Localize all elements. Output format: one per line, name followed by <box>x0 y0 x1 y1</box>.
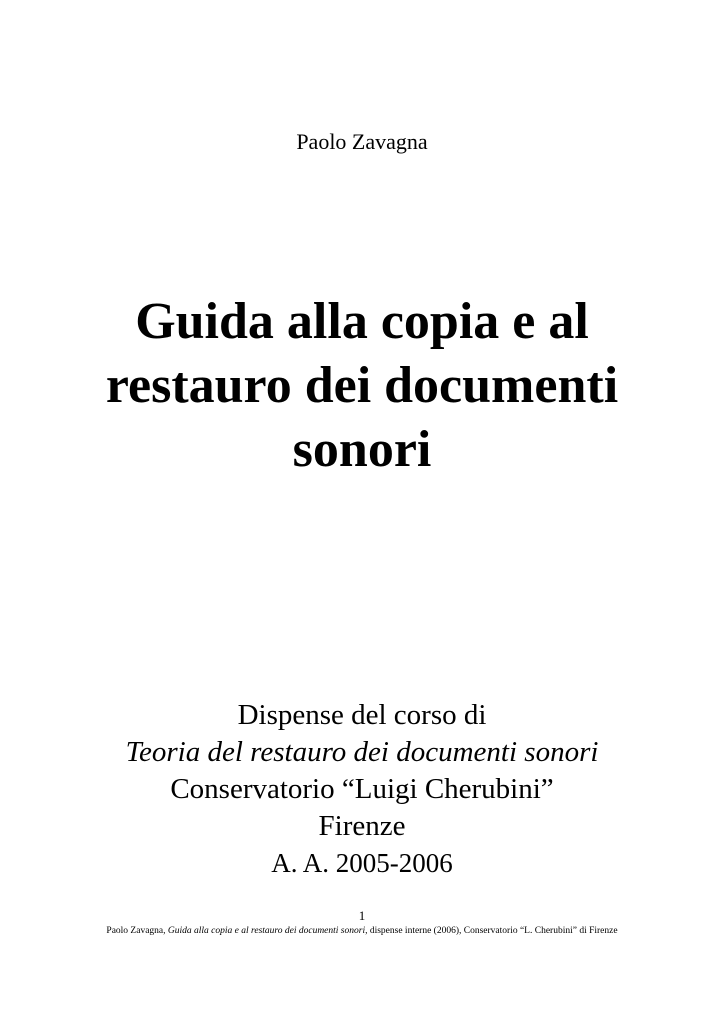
footer-details: , dispense interne (2006), Conservatorio “L. Cherubini” di Firenze <box>365 926 618 936</box>
course-name: Teoria del restauro dei documenti sonori <box>125 736 599 768</box>
title-line: sonori <box>292 421 432 478</box>
page-number: 1 <box>358 908 366 923</box>
title-line: Guida alla copia e al <box>135 293 589 350</box>
title-line: restauro dei documenti <box>105 357 619 414</box>
course-intro: Dispense del corso di <box>237 699 487 731</box>
footer-title: Guida alla copia e al restauro dei documenti sonori <box>167 926 366 936</box>
academic-year: A. A. 2005-2006 <box>271 848 453 878</box>
footer-author: Paolo Zavagna, <box>106 926 168 936</box>
document-title <box>0 290 724 482</box>
course-info <box>0 697 724 882</box>
city-name: Firenze <box>318 810 406 842</box>
author-name: Paolo Zavagna <box>296 129 428 154</box>
page-footer <box>0 925 724 938</box>
institution-name: Conservatorio “Luigi Cherubini” <box>170 773 554 805</box>
